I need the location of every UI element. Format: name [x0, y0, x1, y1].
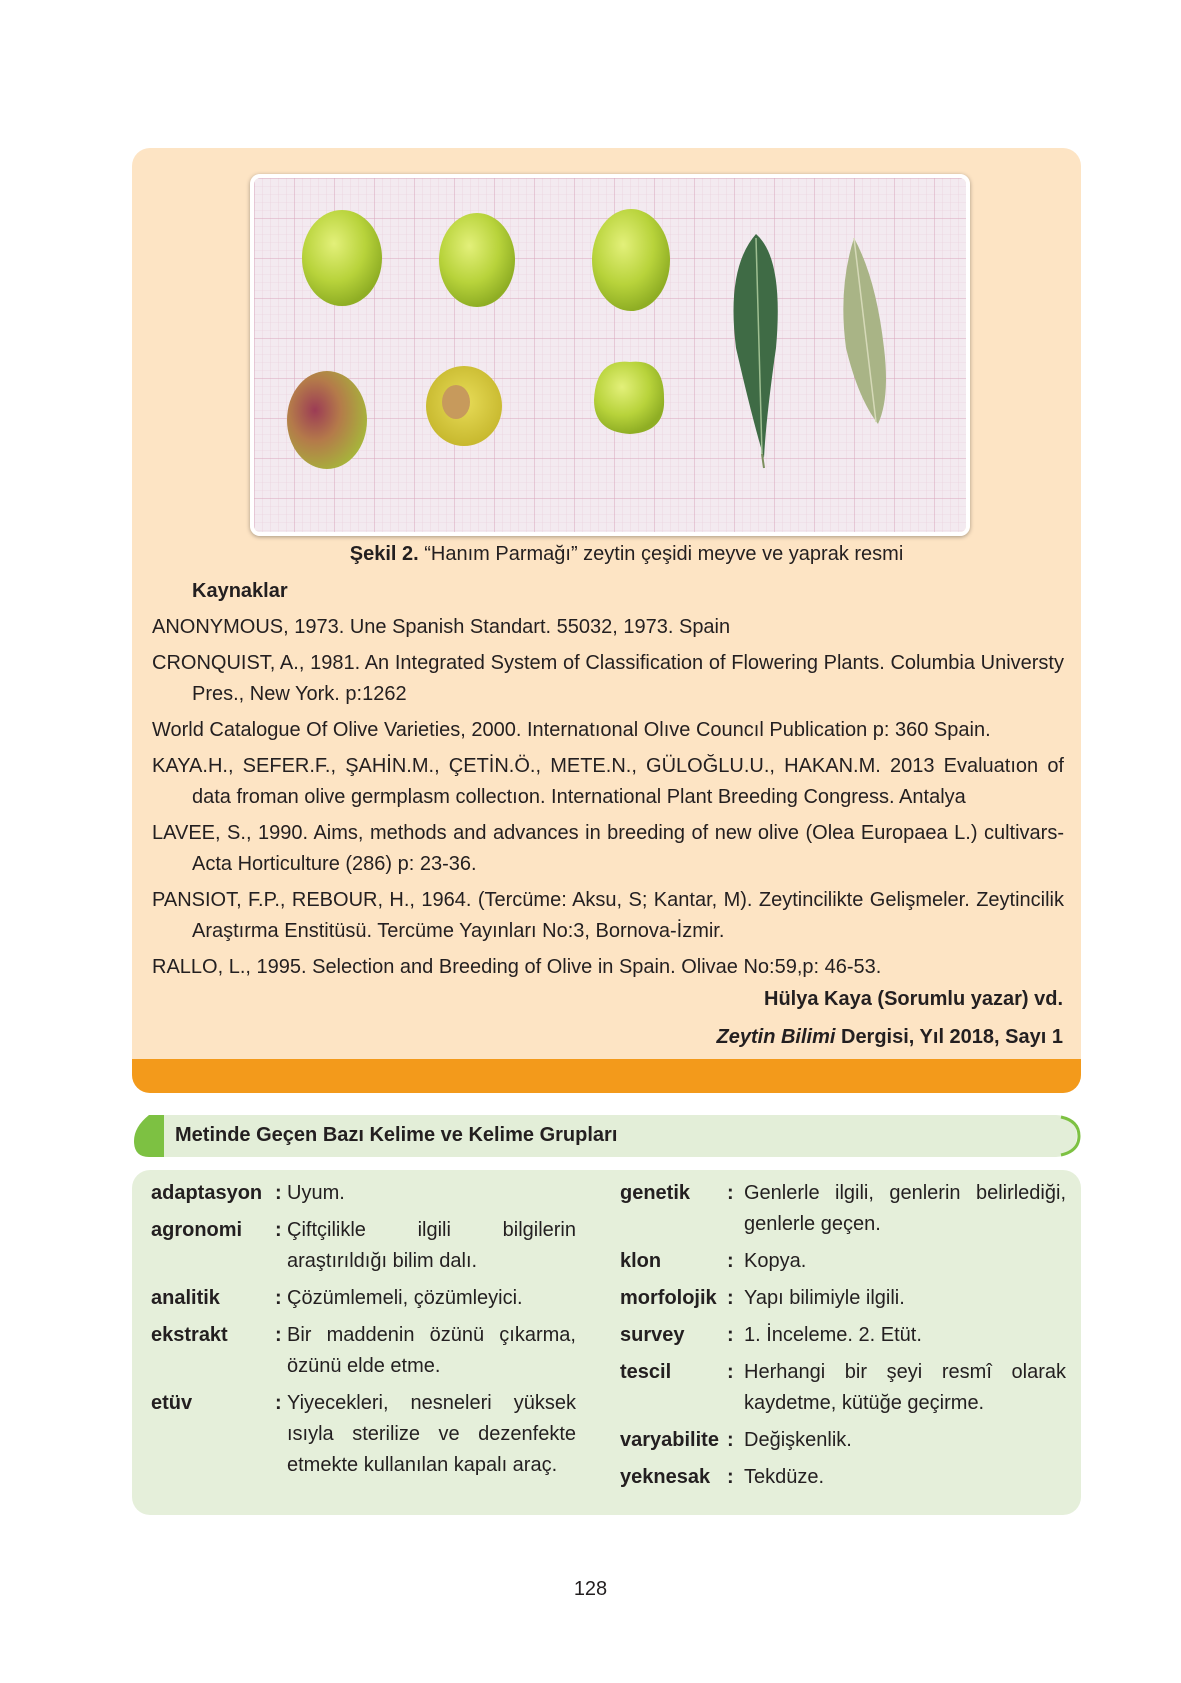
glossary-entry — [620, 1178, 1066, 1240]
olive-fruit-pitted — [594, 362, 664, 434]
glossary-term: survey — [620, 1324, 685, 1346]
reference-item: PANSIOT, F.P., REBOUR, H., 1964. (Tercüme: Aksu, S; Kantar, M). Zeytincilikte Gelişmeler. Zeytincilik Araştırma Enstitüsü. Tercüme Yayınları No:3, Bornova-İzmir. — [152, 889, 1064, 942]
glossary-colon: : — [727, 1466, 734, 1488]
glossary-entry — [151, 1388, 576, 1481]
green-arc-icon — [1059, 1113, 1081, 1159]
glossary-term: agronomi — [151, 1219, 243, 1241]
olive-fruit-1 — [302, 210, 382, 306]
glossary-term: yeknesak — [620, 1466, 711, 1488]
figure-caption — [132, 543, 1081, 566]
glossary-title: Metinde Geçen Bazı Kelime ve Kelime Grupları — [175, 1124, 618, 1146]
glossary-entry — [620, 1246, 1066, 1277]
glossary-entry — [620, 1320, 1066, 1351]
glossary-definition: Yapı bilimiyle ilgili. — [744, 1287, 905, 1309]
olive-pit — [442, 385, 470, 419]
figure-reference-card — [132, 148, 1081, 1093]
glossary-definition: Uyum. — [287, 1182, 345, 1204]
olive-fruit-2 — [439, 213, 515, 307]
reference-item: LAVEE, S., 1990. Aims, methods and advances in breeding of new olive (Olea Europaea L.) cultivars-Acta Horticulture (286) p: 23-36. — [152, 822, 1064, 875]
glossary-term: genetik — [620, 1182, 691, 1204]
source-author: Hülya Kaya (Sorumlu yazar) vd. — [764, 988, 1063, 1010]
glossary-definition: Çözümlemeli, çözümleyici. — [287, 1287, 523, 1309]
glossary-term: etüv — [151, 1392, 193, 1414]
glossary-definition: Bir maddenin özünü çıkarma, özünü elde etme. — [287, 1324, 576, 1377]
green-leaf-icon — [132, 1113, 166, 1159]
references-list — [152, 612, 1064, 988]
glossary-colon: : — [727, 1287, 734, 1309]
glossary-colon: : — [727, 1324, 734, 1346]
glossary-colon: : — [275, 1287, 282, 1309]
glossary-box — [132, 1170, 1081, 1515]
glossary-definition: Genlerle ilgili, genlerin belirlediği, genlerle geçen. — [744, 1182, 1066, 1235]
glossary-definition: Herhangi bir şeyi resmî olarak kaydetme, kütüğe geçirme. — [744, 1361, 1066, 1414]
glossary-colon: : — [727, 1250, 734, 1272]
glossary-entry — [151, 1320, 576, 1382]
olive-fruit-leaf-image — [254, 178, 966, 532]
glossary-colon: : — [275, 1182, 282, 1204]
glossary-right-column — [620, 1178, 1066, 1499]
glossary-term: analitik — [151, 1287, 220, 1309]
figure-caption-label: Şekil 2. — [349, 543, 419, 565]
glossary-colon: : — [275, 1324, 282, 1346]
source-journal — [717, 1026, 1063, 1049]
glossary-definition: Yiyecekleri, nesneleri yüksek ısıyla sterilize ve dezenfekte etmekte kullanılan kapalı araç. — [287, 1392, 576, 1476]
glossary-left-column — [151, 1178, 576, 1487]
glossary-colon: : — [727, 1429, 734, 1451]
orange-divider-stripe — [132, 1059, 1081, 1093]
olive-fruit-3 — [592, 209, 670, 311]
glossary-entry — [620, 1462, 1066, 1493]
glossary-entry — [620, 1425, 1066, 1456]
glossary-entry — [151, 1283, 576, 1314]
glossary-term: klon — [620, 1250, 662, 1272]
glossary-definition: Çiftçilikle ilgili bilgilerin araştırıldığı bilim dalı. — [287, 1219, 576, 1272]
glossary-term: morfolojik — [620, 1287, 717, 1309]
glossary-colon: : — [727, 1182, 734, 1204]
glossary-entry — [620, 1357, 1066, 1419]
journal-issue: Dergisi, Yıl 2018, Sayı 1 — [835, 1026, 1063, 1048]
olive-fruit-ripening — [287, 371, 367, 469]
glossary-definition: Değişkenlik. — [744, 1429, 852, 1451]
glossary-definition: 1. İnceleme. 2. Etüt. — [744, 1324, 922, 1346]
page-number: 128 — [573, 1578, 608, 1600]
glossary-entry — [151, 1215, 576, 1277]
reference-item: CRONQUIST, A., 1981. An Integrated System of Classification of Flowering Plants. Columbia Universty Pres., New York. p:1262 — [152, 652, 1064, 705]
glossary-entry — [151, 1178, 576, 1209]
journal-name: Zeytin Bilimi — [716, 1026, 836, 1048]
glossary-term: varyabilite — [620, 1429, 719, 1451]
references-heading: Kaynaklar — [192, 580, 288, 602]
glossary-definition: Kopya. — [744, 1250, 807, 1272]
reference-item: RALLO, L., 1995. Selection and Breeding of Olive in Spain. Olivae No:59,p: 46-53. — [152, 956, 882, 978]
glossary-colon: : — [275, 1392, 282, 1414]
glossary-definition: Tekdüze. — [744, 1466, 825, 1488]
glossary-banner — [132, 1113, 1081, 1159]
glossary-term: ekstrakt — [151, 1324, 228, 1346]
olive-photo — [250, 174, 970, 536]
reference-item: ANONYMOUS, 1973. Une Spanish Standart. 55032, 1973. Spain — [152, 616, 731, 638]
glossary-colon: : — [275, 1219, 282, 1241]
reference-item: KAYA.H., SEFER.F., ŞAHİN.M., ÇETİN.Ö., METE.N., GÜLOĞLU.U., HAKAN.M. 2013 Evaluatıon of data froman olive germplasm collectıon. International Plant Breeding Congress. Antalya — [152, 755, 1064, 808]
figure-caption-text: “Hanım Parmağı” zeytin çeşidi meyve ve yaprak resmi — [418, 543, 904, 565]
glossary-term: adaptasyon — [151, 1182, 263, 1204]
glossary-entry — [620, 1283, 1066, 1314]
glossary-colon: : — [727, 1361, 734, 1383]
glossary-term: tescil — [620, 1361, 672, 1383]
reference-item: World Catalogue Of Olive Varieties, 2000. Internatıonal Olıve Councıl Publication p: 360 Spain. — [152, 719, 991, 741]
